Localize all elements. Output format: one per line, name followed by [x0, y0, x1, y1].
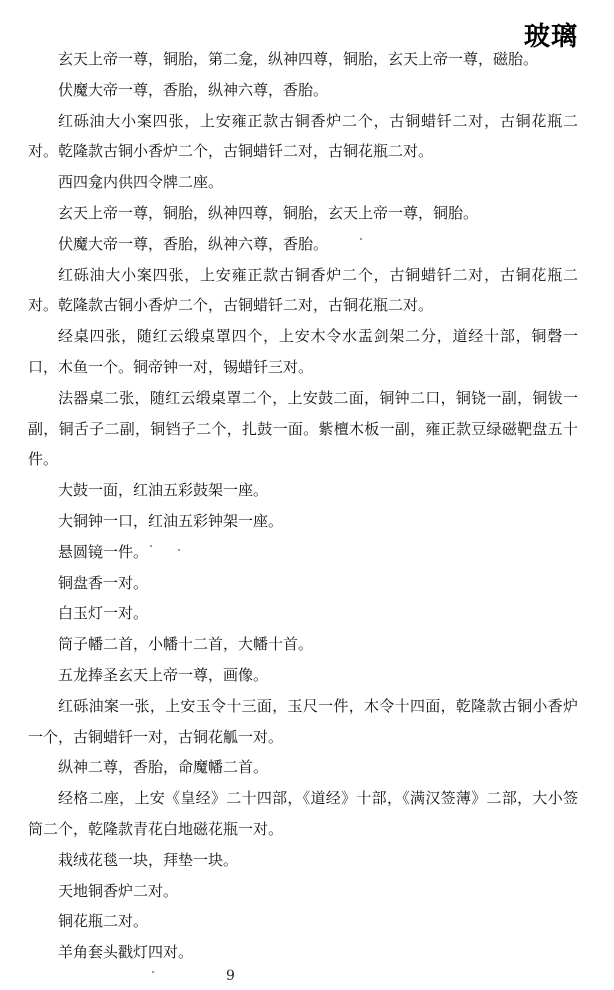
- inventory-paragraph: 纵神二尊，香胎，命魔幡二首。: [58, 758, 269, 777]
- inventory-paragraph: 羊角套头戳灯四对。: [58, 943, 194, 962]
- inventory-paragraph: 法器桌二张，随红云缎桌罩二个，上安鼓二面，铜钟二口，铜铙一副，铜钹一副，铜舌子二副，铜铛子二个，扎鼓一面。紫檀木板一副，雍正款豆绿磁靶盘五十件。: [28, 388, 578, 469]
- inventory-paragraph: 经桌四张，随红云缎桌罩四个，上安木令水盂剑架二分，道经十部，铜磬一口，木鱼一个。铜帝钟一对，锡蜡钎三对。: [28, 327, 578, 376]
- inventory-paragraph: 西四龛内供四令牌二座。: [58, 173, 224, 192]
- inventory-paragraph: 伏魔大帝一尊，香胎，纵神六尊，香胎。: [58, 80, 329, 99]
- inventory-paragraph: 玄天上帝一尊，铜胎，第二龛，纵神四尊，铜胎，玄天上帝一尊，磁胎。: [58, 50, 539, 68]
- inventory-paragraph: 玄天上帝一尊，铜胎，纵神四尊，铜胎，玄天上帝一尊，铜胎。: [58, 203, 479, 222]
- inventory-paragraph: 伏魔大帝一尊，香胎，纵神六尊，香胎。: [58, 234, 329, 253]
- scan-speck: [150, 545, 152, 547]
- inventory-paragraph: 红砾油大小案四张，上安雍正款古铜香炉二个，古铜蜡钎二对，古铜花瓶二对。乾隆款古铜小香炉二个，古铜蜡钎二对，古铜花瓶二对。: [28, 265, 578, 315]
- inventory-paragraph: 天地铜香炉二对。: [58, 881, 179, 900]
- inventory-paragraph: 栽绒花毯一块，拜垫一块。: [58, 850, 239, 869]
- inventory-paragraph: 红砾油案一张，上安玉令十三面，玉尺一件，木令十四面，乾隆款古铜小香炉一个，古铜蜡钎一对，古铜花觚一对。: [28, 696, 578, 746]
- inventory-paragraph: 铜花瓶二对。: [58, 912, 149, 931]
- inventory-paragraph: 筒子幡二首，小幡十二首，大幡十首。: [58, 635, 314, 654]
- inventory-paragraph: 大鼓一面，红油五彩鼓架一座。: [58, 481, 269, 500]
- scan-speck: [360, 238, 362, 240]
- header-stamp: 玻璃: [523, 22, 578, 52]
- inventory-paragraph: 五龙捧圣玄天上帝一尊，画像。: [58, 665, 269, 684]
- inventory-paragraph: 红砾油大小案四张，上安雍正款古铜香炉二个，古铜蜡钎二对，古铜花瓶二对。乾隆款古铜小香炉二个，古铜蜡钎二对，古铜花瓶二对。: [28, 111, 578, 161]
- inventory-paragraph: 大铜钟一口，红油五彩钟架一座。: [58, 511, 284, 530]
- page-number: 9: [226, 968, 235, 984]
- inventory-paragraph: 经格二座，上安《皇经》二十四部，《道经》十部，《满汉签薄》二部，大小签筒二个，乾隆款青花白地磁花瓶一对。: [28, 789, 578, 838]
- inventory-paragraph: 铜盘香一对。: [58, 573, 149, 592]
- inventory-paragraph: 悬圆镜一件。: [58, 542, 149, 561]
- inventory-paragraph: 白玉灯一对。: [58, 604, 149, 623]
- scan-speck: [152, 971, 154, 973]
- scan-speck: [178, 549, 180, 551]
- inventory-text: [28, 44, 578, 968]
